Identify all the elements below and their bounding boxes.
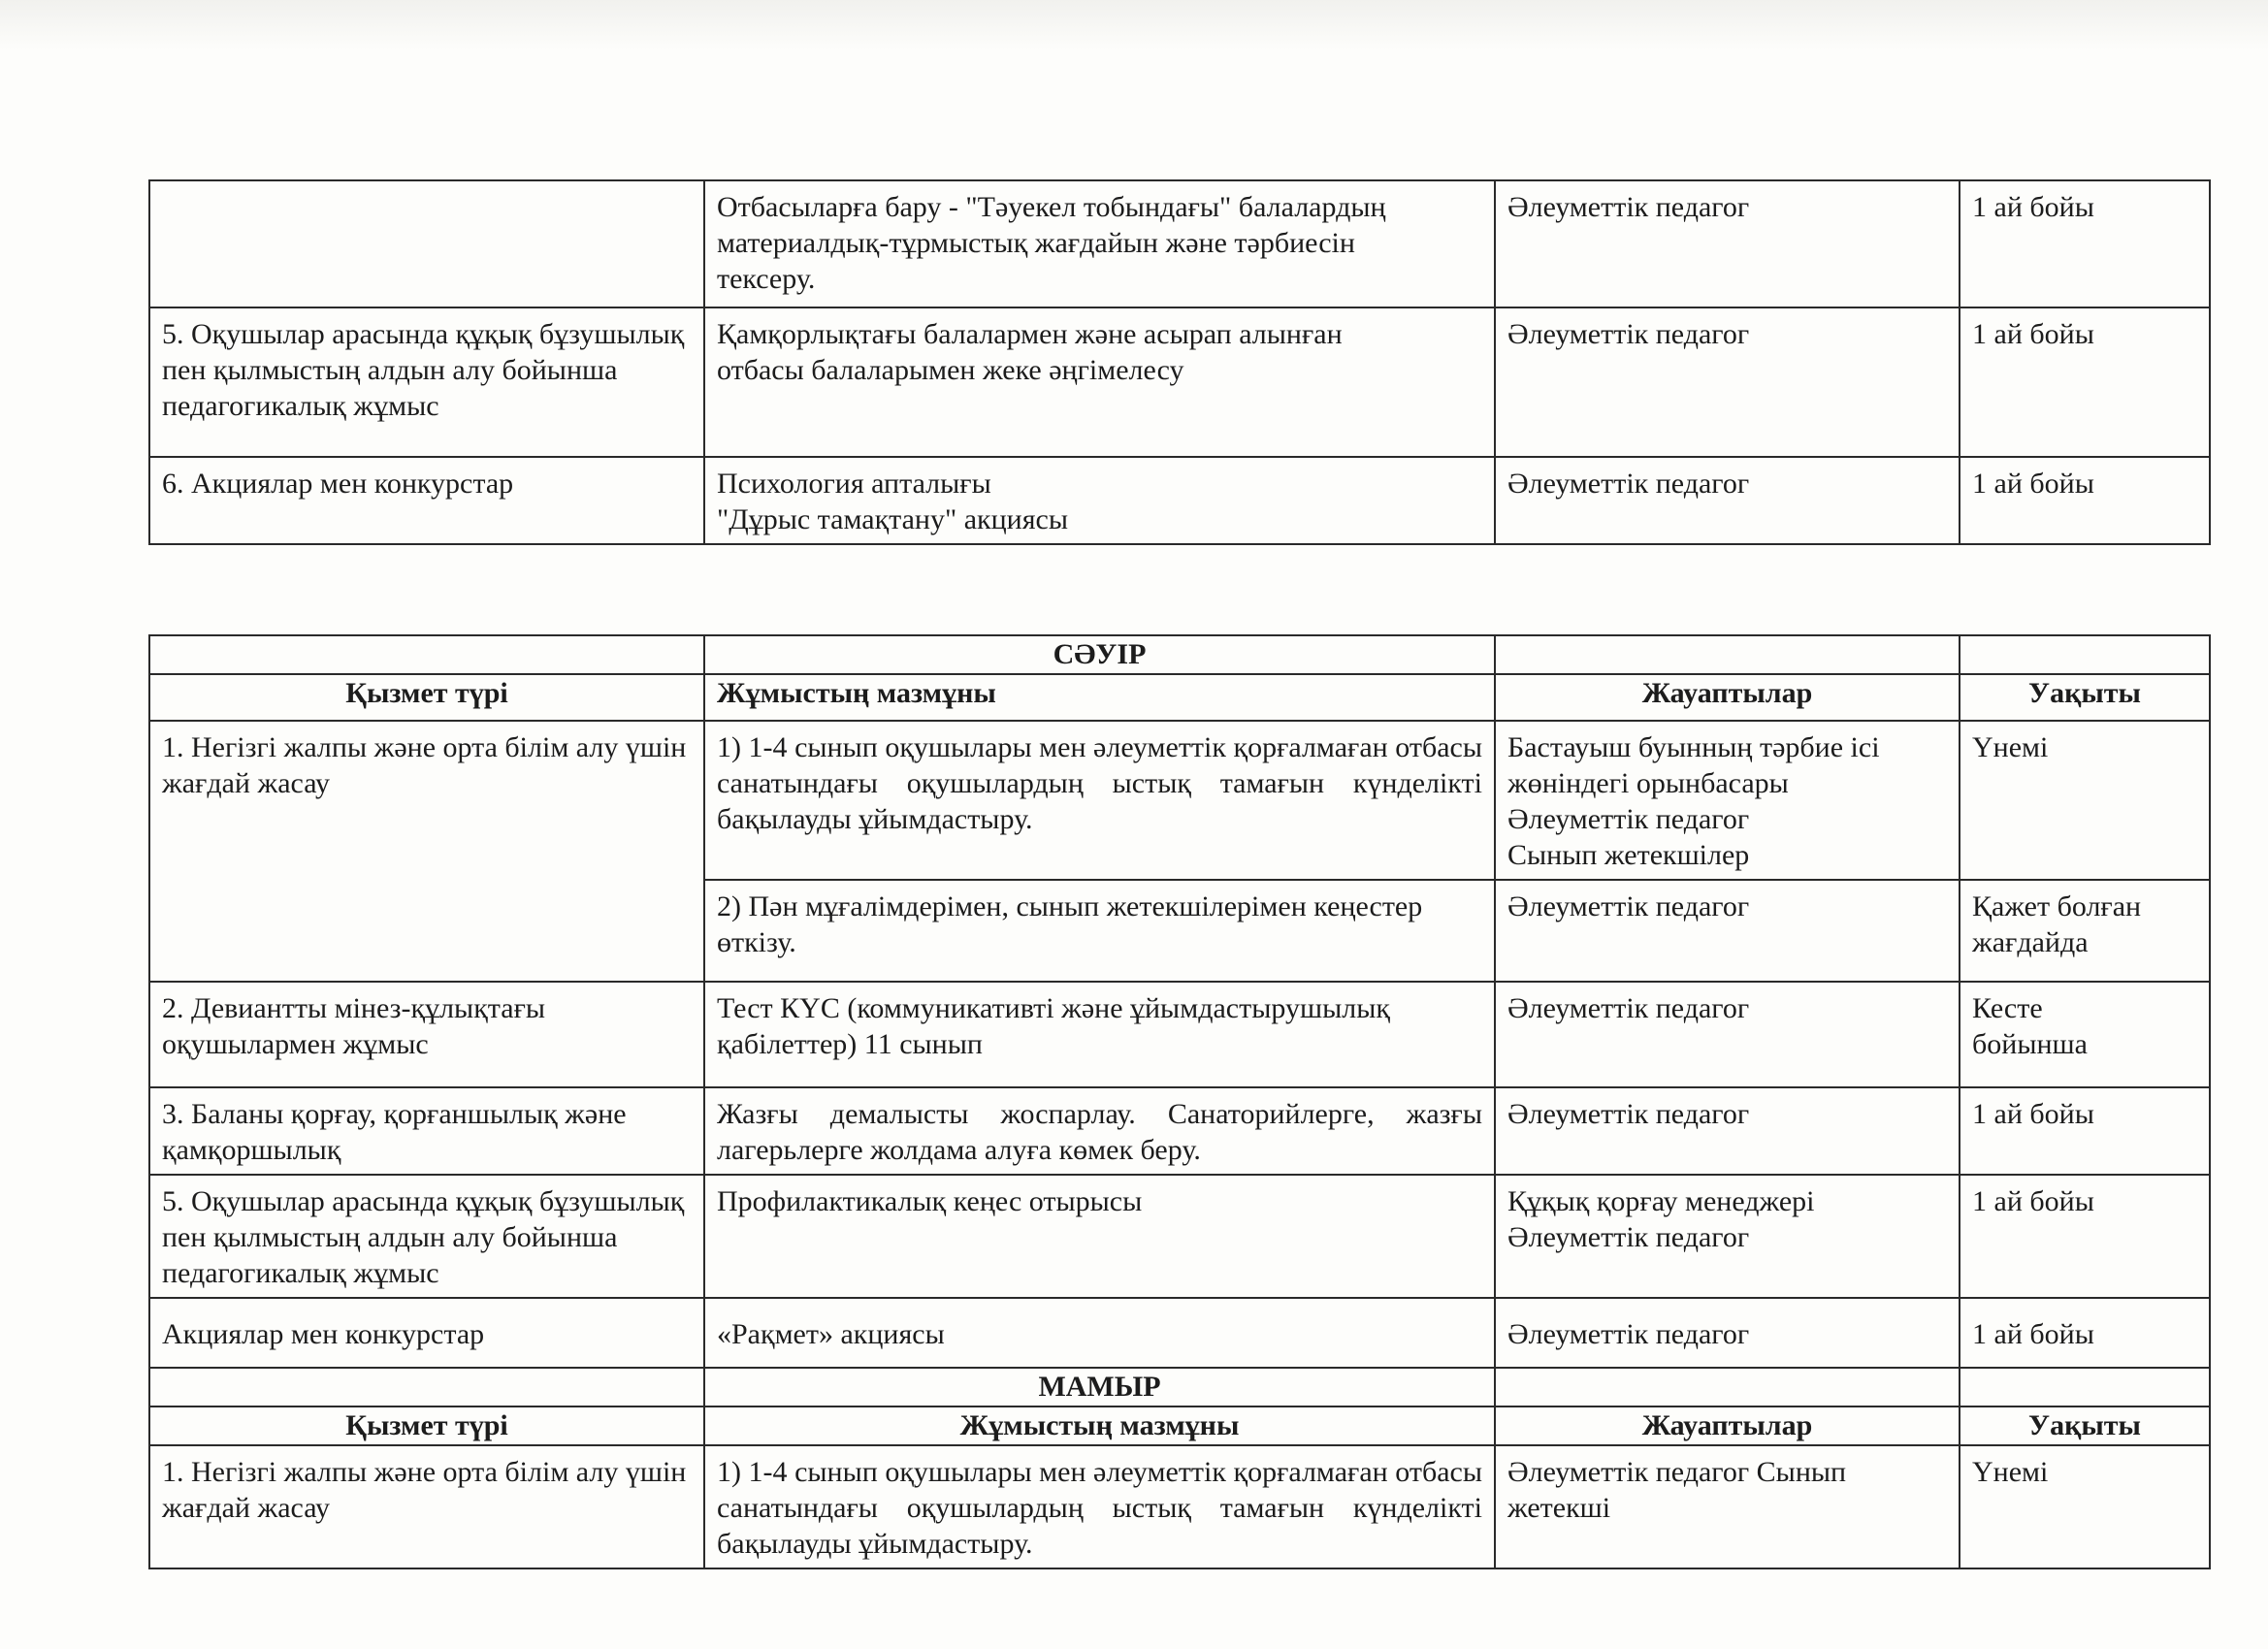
work-content-cell: Қамқорлықтағы балалармен және асырап алынған отбасы балаларымен жеке әңгімелесу <box>704 307 1495 457</box>
activity-type-cell: 2. Девиантты мінез-құлықтағы оқушылармен жұмыс <box>149 982 704 1087</box>
work-content-cell: «Рақмет» акциясы <box>704 1298 1495 1368</box>
activity-type-cell: 1. Негізгі жалпы және орта білім алу үшін жағдай жасау <box>149 721 704 982</box>
table-row <box>149 307 2210 457</box>
header-activity-type: Қызмет түрі <box>149 674 704 721</box>
header-work-content: Жұмыстың мазмұны <box>704 1406 1495 1445</box>
header-responsible: Жауаптылар <box>1495 1406 1960 1445</box>
table-row <box>149 1175 2210 1298</box>
activity-type-cell: 3. Баланы қорғау, қорғаншылық және қамқоршылық <box>149 1087 704 1175</box>
responsible-cell: Әлеуметтік педагог Сынып жетекші <box>1495 1445 1960 1568</box>
header-work-content: Жұмыстың мазмұны <box>704 674 1495 721</box>
responsible-cell: Әлеуметтік педагог <box>1495 1087 1960 1175</box>
month-row-april <box>149 635 2210 674</box>
activity-type-cell <box>149 180 704 307</box>
header-responsible: Жауаптылар <box>1495 674 1960 721</box>
activity-type-cell: 1. Негізгі жалпы және орта білім алу үшін жағдай жасау <box>149 1445 704 1568</box>
table-row <box>149 180 2210 307</box>
time-cell: Үнемі <box>1960 721 2210 880</box>
responsible-cell: Құқық қорғау менеджері Әлеуметтік педагог <box>1495 1175 1960 1298</box>
responsible-cell: Әлеуметтік педагог <box>1495 180 1960 307</box>
month-title-may: МАМЫР <box>704 1368 1495 1406</box>
responsible-cell: Бастауыш буынның тәрбие ісі жөніндегі орынбасары Әлеуметтік педагог Сынып жетекшілер <box>1495 721 1960 880</box>
time-cell: Кесте бойынша <box>1960 982 2210 1087</box>
time-cell: Үнемі <box>1960 1445 2210 1568</box>
header-activity-type: Қызмет түрі <box>149 1406 704 1445</box>
header-time: Уақыты <box>1960 1406 2210 1445</box>
work-content-cell: 1) 1-4 сынып оқушылары мен әлеуметтік қорғалмаған отбасы санатындағы оқушылардың ыстық тамағын күнделікті бақылауды ұйымдастыру. <box>704 1445 1495 1568</box>
responsible-cell: Әлеуметтік педагог <box>1495 457 1960 544</box>
table-row <box>149 457 2210 544</box>
work-content-cell: 2) Пән мұғалімдерімен, сынып жетекшілерімен кеңестер өткізу. <box>704 880 1495 982</box>
work-content-cell: Жазғы демалысты жоспарлау. Санаторийлерге, жазғы лагерьлерге жолдама алуға көмек беру. <box>704 1087 1495 1175</box>
scan-top-edge <box>0 0 2268 50</box>
time-cell: 1 ай бойы <box>1960 180 2210 307</box>
work-content-cell: Отбасыларға бару - "Тәуекел тобындағы" балалардың материалдық-тұрмыстық жағдайын және тәрбиесін тексеру. <box>704 180 1495 307</box>
time-cell: Қажет болған жағдайда <box>1960 880 2210 982</box>
plan-table-april-may <box>148 634 2211 1569</box>
month-title-april: СӘУІР <box>704 635 1495 674</box>
month-row-may <box>149 1368 2210 1406</box>
activity-type-cell: 6. Акциялар мен конкурстар <box>149 457 704 544</box>
time-cell: 1 ай бойы <box>1960 307 2210 457</box>
time-cell: 1 ай бойы <box>1960 1298 2210 1368</box>
plan-table-continued <box>148 179 2211 545</box>
time-cell: 1 ай бойы <box>1960 457 2210 544</box>
table-row <box>149 1445 2210 1568</box>
header-row <box>149 674 2210 721</box>
activity-type-cell: Акциялар мен конкурстар <box>149 1298 704 1368</box>
work-content-cell: Профилактикалық кеңес отырысы <box>704 1175 1495 1298</box>
table-row <box>149 1298 2210 1368</box>
work-content-cell: Психология апталығы "Дұрыс тамақтану" акциясы <box>704 457 1495 544</box>
table-row <box>149 1087 2210 1175</box>
responsible-cell: Әлеуметтік педагог <box>1495 982 1960 1087</box>
time-cell: 1 ай бойы <box>1960 1175 2210 1298</box>
table-row <box>149 721 2210 880</box>
time-cell: 1 ай бойы <box>1960 1087 2210 1175</box>
table-row <box>149 982 2210 1087</box>
work-content-cell: Тест КҮС (коммуникативті және ұйымдастырушылық қабілеттер) 11 сынып <box>704 982 1495 1087</box>
responsible-cell: Әлеуметтік педагог <box>1495 1298 1960 1368</box>
activity-type-cell: 5. Оқушылар арасында құқық бұзушылық пен қылмыстың алдын алу бойынша педагогикалық жұмыс <box>149 307 704 457</box>
responsible-cell: Әлеуметтік педагог <box>1495 880 1960 982</box>
header-time: Уақыты <box>1960 674 2210 721</box>
responsible-cell: Әлеуметтік педагог <box>1495 307 1960 457</box>
activity-type-cell: 5. Оқушылар арасында құқық бұзушылық пен қылмыстың алдын алу бойынша педагогикалық жұмыс <box>149 1175 704 1298</box>
header-row <box>149 1406 2210 1445</box>
work-content-cell: 1) 1-4 сынып оқушылары мен әлеуметтік қорғалмаған отбасы санатындағы оқушылардың ыстық тамағын күнделікті бақылауды ұйымдастыру. <box>704 721 1495 880</box>
